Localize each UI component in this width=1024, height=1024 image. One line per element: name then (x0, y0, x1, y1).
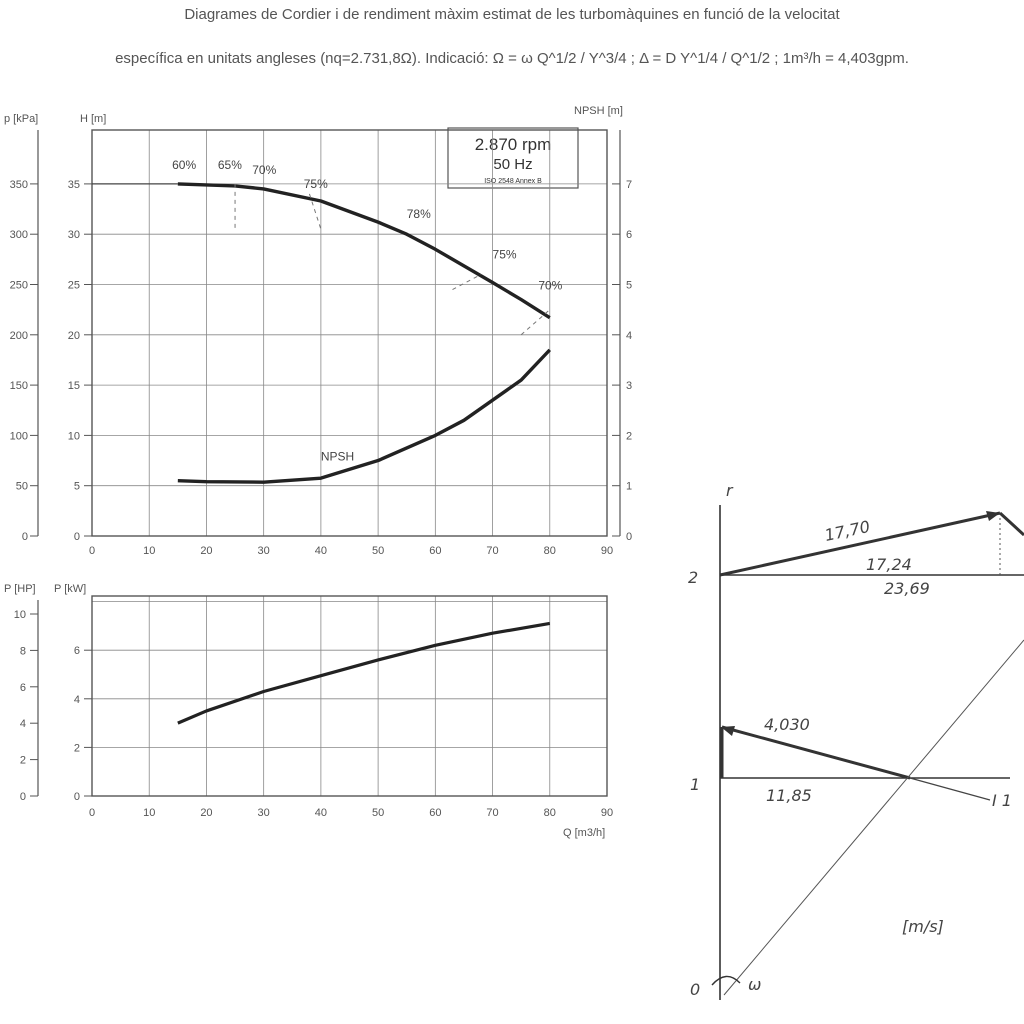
power-curve (178, 623, 550, 723)
top-x-tick-label: 20 (200, 545, 213, 557)
sketch-w2-arrow (1000, 513, 1024, 535)
bottom-hp-axis-label: P [HP] (4, 583, 36, 595)
efficiency-label: 60% (172, 157, 197, 172)
top-x-tick-label: 50 (371, 545, 385, 557)
efficiency-label: 78% (406, 207, 431, 222)
info-freq: 50 Hz (493, 156, 533, 173)
top-h-tick-label: 20 (67, 329, 80, 342)
sketch-u1: 11,85 (766, 786, 812, 805)
bottom-hp-tick-label: 4 (19, 718, 26, 731)
efficiency-isoline (453, 274, 482, 289)
top-p-tick-label: 350 (9, 178, 28, 191)
bottom-hp-tick-label: 2 (19, 754, 26, 767)
top-x-tick-label: 40 (314, 545, 328, 557)
top-h-tick-label: 5 (73, 480, 80, 493)
header-line-1: Diagrames de Cordier i de rendiment màxim estimat de les turbomàquines en funció de la velocitat (184, 6, 840, 23)
bottom-hp-tick-label: 0 (19, 791, 26, 803)
bottom-x-tick-label: 30 (257, 807, 270, 819)
top-npsh-tick-label: 3 (626, 380, 633, 393)
bottom-hp-tick-label: 6 (19, 681, 26, 694)
top-p-tick-label: 200 (9, 329, 28, 342)
info-speed: 2.870 rpm (474, 135, 552, 154)
bottom-x-tick-label: 50 (371, 807, 385, 819)
sketch-level-0: 0 (690, 980, 701, 999)
bottom-kw-tick-label: 4 (73, 693, 80, 706)
sketch-level-1: 1 (690, 775, 701, 794)
top-p-tick-label: 150 (9, 380, 28, 393)
bottom-hp-tick-label: 10 (13, 609, 26, 621)
velocity-sketch (688, 481, 1024, 1000)
bottom-x-axis-label: Q [m3/h] (563, 827, 606, 839)
sketch-r-label: r (726, 481, 733, 500)
efficiency-label: 75% (303, 176, 328, 191)
sketch-w1-line (910, 778, 990, 800)
sketch-level-2: 2 (688, 568, 699, 587)
top-plot-frame (92, 130, 607, 536)
sketch-diagonal (724, 640, 1024, 995)
efficiency-label: 65% (217, 157, 242, 172)
top-npsh-tick-label: 4 (626, 329, 633, 342)
top-x-tick-label: 0 (88, 545, 96, 557)
top-h-tick-label: 0 (73, 531, 80, 543)
bottom-x-tick-label: 20 (200, 807, 213, 819)
top-npsh-tick-label: 6 (626, 229, 633, 242)
top-npsh-tick-label: 1 (626, 480, 633, 493)
top-p-axis-label: p [kPa] (4, 113, 39, 125)
top-p-tick-label: 0 (21, 531, 28, 543)
efficiency-label: 70% (252, 162, 277, 177)
sketch-v1: 4,030 (764, 715, 810, 734)
top-npsh-tick-label: 2 (626, 430, 633, 443)
efficiency-label: 75% (492, 247, 517, 262)
sketch-units: [m/s] (902, 917, 944, 936)
bottom-x-tick-label: 0 (88, 807, 96, 819)
bottom-x-tick-label: 60 (429, 807, 442, 819)
npsh-curve (178, 350, 550, 482)
sketch-u2: 23,69 (884, 579, 930, 598)
top-x-tick-label: 90 (600, 545, 614, 557)
top-npsh-tick-label: 7 (626, 178, 633, 191)
efficiency-isoline (521, 310, 550, 335)
bottom-kw-tick-label: 2 (73, 742, 80, 755)
info-standard: ISO 2548 Annex B (484, 178, 542, 185)
bottom-hp-tick-label: 8 (19, 645, 26, 658)
top-npsh-tick-label: 0 (626, 531, 633, 543)
top-p-tick-label: 50 (15, 480, 28, 493)
top-x-tick-label: 30 (257, 545, 270, 557)
top-h-axis-label: H [m] (80, 113, 107, 125)
sketch-tick-mark: I 1 (992, 791, 1012, 810)
top-h-tick-label: 30 (67, 229, 80, 242)
bottom-x-tick-label: 90 (600, 807, 614, 819)
bottom-x-tick-label: 10 (143, 807, 156, 819)
top-p-tick-label: 100 (9, 430, 28, 443)
top-p-tick-label: 250 (9, 279, 28, 292)
top-x-tick-label: 10 (143, 545, 156, 557)
top-h-tick-label: 35 (67, 178, 80, 191)
top-h-tick-label: 25 (67, 279, 80, 292)
top-npsh-tick-label: 5 (626, 279, 633, 292)
header-line-2: específica en unitats angleses (nq=2.731,8Ω). Indicació: Ω = ω Q^1/2 / Y^3/4 ; Δ = D Y^1/4 / Q^1/2 ; 1m³/h = 4,403gpm. (115, 50, 909, 67)
sketch-omega: ω (748, 975, 762, 994)
sketch-v2: 17,70 (822, 516, 872, 545)
top-h-tick-label: 10 (67, 430, 80, 443)
npsh-curve-label: NPSH (320, 449, 355, 464)
bottom-x-tick-label: 70 (486, 807, 499, 819)
top-x-tick-label: 60 (429, 545, 442, 557)
bottom-kw-tick-label: 0 (73, 791, 80, 803)
bottom-x-tick-label: 40 (314, 807, 328, 819)
top-x-tick-label: 70 (486, 545, 499, 557)
bottom-kw-axis-label: P [kW] (54, 583, 87, 595)
top-npsh-axis-label: NPSH [m] (574, 105, 623, 117)
sketch-v2-base: 17,24 (866, 555, 912, 574)
sketch-v1-arrow (722, 727, 910, 778)
efficiency-label: 70% (538, 278, 563, 293)
top-h-tick-label: 15 (67, 380, 80, 393)
top-p-tick-label: 300 (9, 229, 28, 242)
bottom-kw-tick-label: 6 (73, 645, 80, 658)
bottom-x-tick-label: 80 (543, 807, 556, 819)
top-x-tick-label: 80 (543, 545, 556, 557)
